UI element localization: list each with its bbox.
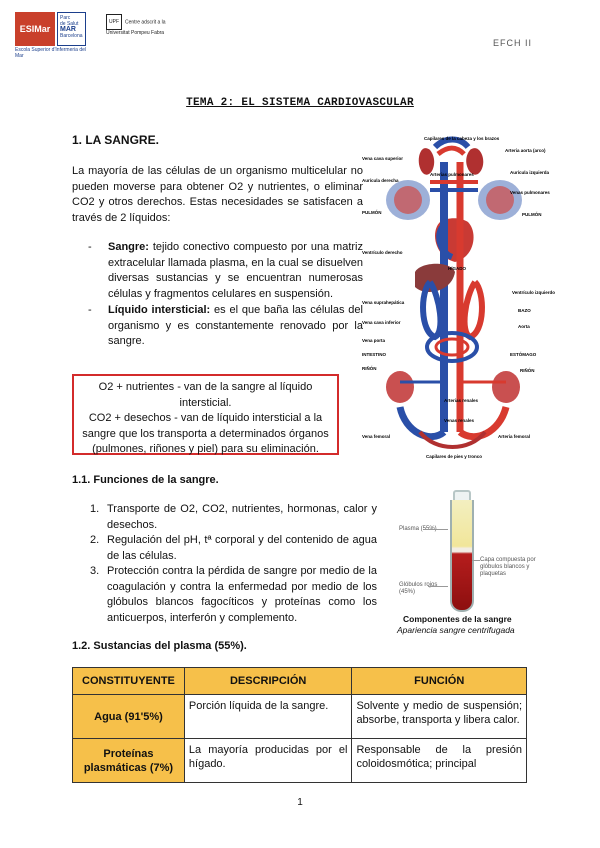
diagram-label: Venas pulmonares: [510, 190, 550, 195]
table-cell: Proteínas plasmáticas (7%): [73, 739, 185, 783]
plasma-label: Plasma (55%): [399, 526, 437, 532]
diagram-label: Vena suprahepática: [362, 300, 405, 305]
list-item: 2. Regulación del pH, tª corporal y del contenido de agua de las células.: [90, 534, 377, 562]
buffy-coat-label: Capa compuesta por glóbulos blancos y plaquetas: [480, 557, 536, 577]
diagram-label: Arteria femoral: [498, 434, 531, 439]
diagram-label: Arterias renales: [444, 398, 479, 403]
diagram-label: Aorta: [518, 324, 530, 329]
list-item: 1. Transporte de O2, CO2, nutrientes, hormonas, calor y desechos.: [90, 503, 377, 531]
diagram-label: Vena cava inferior: [362, 320, 401, 325]
diagram-label: Aurícula izquierda: [510, 170, 550, 175]
column-header: FUNCIÓN: [352, 668, 527, 695]
plasma-leader-line: [424, 529, 448, 530]
upper-capillaries: [419, 140, 484, 175]
box-line-1: O2 + nutrientes - van de la sangre al líquido intersticial.: [98, 381, 313, 409]
red-cells-leader-line: [428, 586, 448, 587]
definition-list: [88, 240, 363, 351]
table-header-row: [73, 668, 527, 695]
red-cells-label: Glóbulos rojos (45%): [399, 582, 438, 595]
exchange-box: [72, 374, 339, 455]
diagram-label: Aurícula derecha: [362, 178, 399, 183]
esimar-logo: ESIMar: [15, 12, 55, 46]
functions-list: [90, 502, 377, 626]
diagram-label: Vena cava superior: [362, 156, 404, 161]
diagram-label: Capilares de pies y tronco: [426, 454, 483, 459]
figure-subtitle: Apariencia sangre centrifugada: [397, 625, 515, 635]
circulatory-system-diagram: [360, 132, 556, 462]
diagram-label: HÍGADO: [448, 266, 466, 271]
parc-salut-mar-logo: Parc de Salut MAR Barcelona: [57, 12, 86, 46]
diagram-label: PULMÓN: [522, 212, 542, 217]
list-item: - Sangre: tejido conectivo compuesto por una matriz extracelular llamada plasma, en la cual se disuelven diversas sustancias y se encuentran numerosas células y fragmentos celulares en suspensión.: [88, 241, 363, 300]
intro-paragraph: La mayoría de las células de un organismo multicelular no pueden moverse para obtener O2 y nutrientes, o eliminar CO2 y otros derechos. Estas necesidades se satisfacen a través de 2 líquidos:: [72, 165, 363, 224]
centrifuged-blood-tube: [450, 500, 474, 612]
figure-title: Componentes de la sangre: [403, 614, 512, 624]
table-row: [73, 739, 527, 783]
diagram-label: Vena porta: [362, 338, 386, 343]
lower-capillaries: [400, 407, 506, 447]
course-code: EFCH II: [492, 38, 532, 48]
section-heading-1: 1. LA SANGRE.: [72, 133, 159, 147]
diagram-label: Venas renales: [444, 418, 475, 423]
diagram-label: Ventrículo izquierdo: [512, 290, 556, 295]
table-row: [73, 695, 527, 739]
diagram-label: RIÑÓN: [362, 366, 377, 371]
box-line-2: CO2 + desechos - van de líquido intersticial a la sangre que los transporta a determinados órganos (pulmones, riñones y piel) para su eliminación.: [82, 412, 329, 455]
list-item: - Líquido intersticial: es el que baña las células del organismo y es constantemente renovado por la sangre.: [88, 304, 363, 347]
lungs: [386, 180, 522, 220]
table-cell: La mayoría producidas por el hígado.: [184, 739, 352, 783]
upf-logo: UPF Centre adscrit a la Universitat Pompeu Fabra: [106, 14, 176, 36]
section-heading-1-2: 1.2. Sustancias del plasma (55%).: [72, 640, 247, 652]
diagram-label: BAZO: [518, 308, 531, 313]
column-header: DESCRIPCIÓN: [184, 668, 352, 695]
diagram-label: Vena femoral: [362, 434, 391, 439]
table-cell: Responsable de la presión coloidosmótica; principal: [352, 739, 527, 783]
table-cell: Agua (91'5%): [73, 695, 185, 739]
diagram-label: Arterias pulmonares: [430, 172, 474, 177]
plasma-table: [72, 667, 527, 783]
buffy-leader-line: [472, 560, 480, 561]
abdominal-organs: [423, 282, 482, 361]
page-number: 1: [297, 797, 303, 808]
diagram-label: RIÑÓN: [520, 368, 535, 373]
list-item: 3. Protección contra la pérdida de sangre por medio de la coagulación y contra la enfermedad por medio de los glóbulos blancos fagocíticos y proteínas como los anticuerpos, interferón y complemento.: [90, 565, 377, 624]
table-cell: Solvente y medio de suspensión; absorbe, transporta y libera calor.: [352, 695, 527, 739]
diagram-label: ESTÓMAGO: [510, 352, 537, 357]
page-title: TEMA 2: EL SISTEMA CARDIOVASCULAR: [186, 97, 414, 109]
diagram-label: Capilares de la cabeza y los brazos: [424, 136, 500, 141]
esimar-subtitle: Escola Superior d'Infermeria del Mar: [15, 47, 86, 59]
table-cell: Porción líquida de la sangre.: [184, 695, 352, 739]
diagram-label: PULMÓN: [362, 210, 382, 215]
column-header: CONSTITUYENTE: [73, 668, 185, 695]
diagram-label: Ventrículo derecho: [362, 250, 403, 255]
section-heading-1-1: 1.1. Funciones de la sangre.: [72, 474, 219, 486]
diagram-label: INTESTINO: [362, 352, 387, 357]
diagram-label: Arteria aorta (arco): [505, 148, 546, 153]
